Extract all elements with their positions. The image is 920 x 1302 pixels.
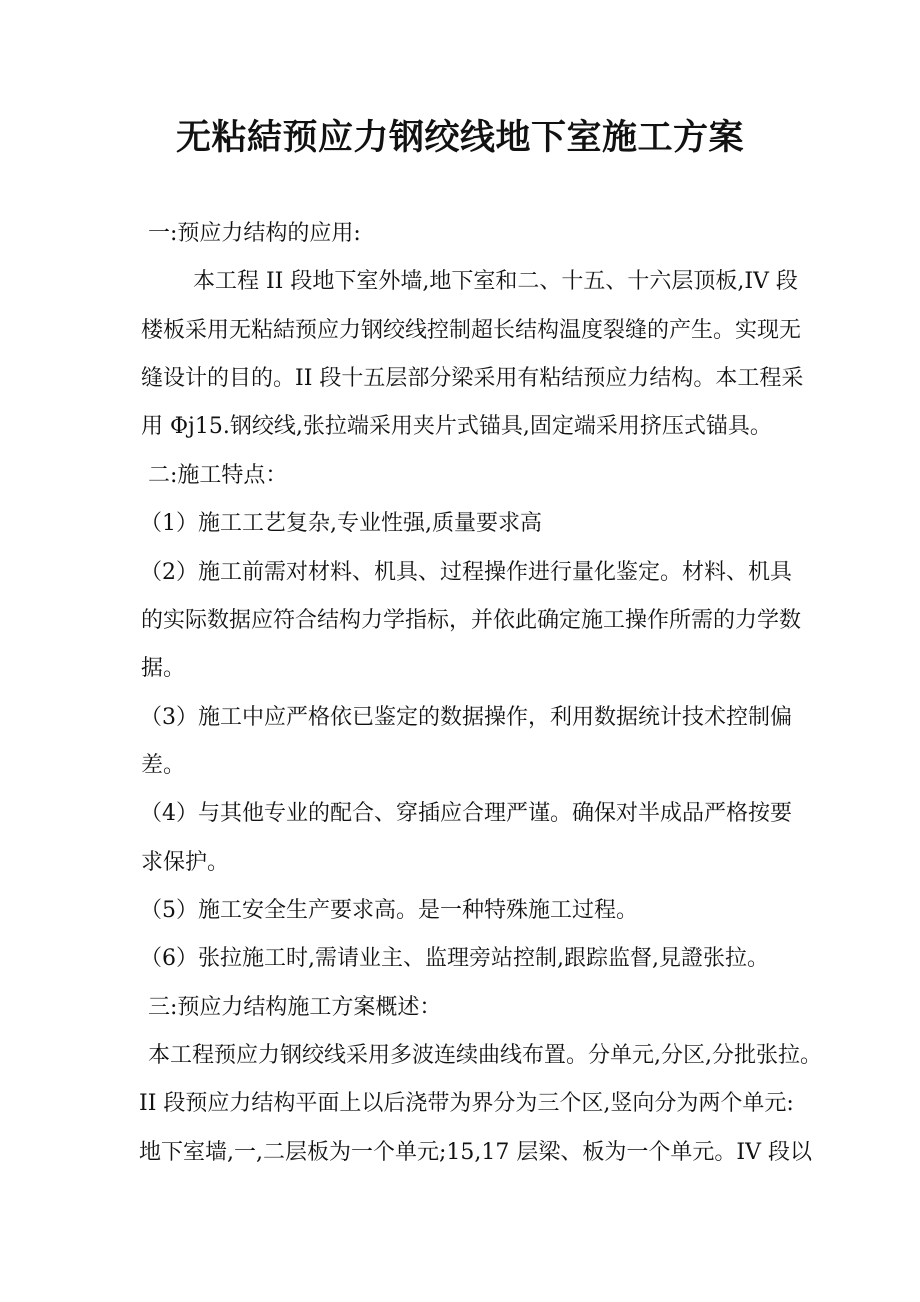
paragraph-line: 本工程 II 段地下室外墙,地下室和二、十五、十六层顶板,IV 段 — [193, 269, 798, 294]
paragraph-line: 用 Φj15.钢绞线,张拉端采用夹片式锚具,固定端采用挤压式锚具。 — [141, 414, 772, 439]
list-item: （5）施工安全生产要求高。是一种特殊施工过程。 — [140, 898, 638, 923]
paragraph-line: 缝设计的目的。II 段十五层部分梁采用有粘结预应力结构。本工程采 — [141, 366, 804, 391]
paragraph-line: 楼板采用无粘結预应力钢绞线控制超长结构温度裂缝的产生。实现无 — [141, 318, 802, 343]
section-heading: 三:预应力结构施工方案概述： — [148, 995, 442, 1020]
list-item: （1）施工工艺复杂,专业性强,质量要求高 — [140, 511, 542, 536]
paragraph-line: 本工程预应力钢绞线采用多波连续曲线布置。分单元,分区,分批张拉。 — [148, 1043, 822, 1068]
paragraph-line: 地下室墙,一,二层板为一个单元;15,17 层梁、板为一个单元。IV 段以 — [139, 1140, 812, 1165]
list-item: （3）施工中应严格依已鉴定的数据操作，利用数据统计技术控制偏 — [140, 705, 792, 730]
section-heading: 一:预应力结构的应用: — [148, 221, 361, 246]
document-title: 无粘結预应力钢绞线地下室施工方案 — [175, 117, 744, 158]
section-heading: 二:施工特点： — [148, 463, 288, 488]
list-item: （2）施工前需对材料、机具、过程操作进行量化鉴定。材料、机具 — [140, 560, 792, 585]
list-item-continuation: 的实际数据应符合结构力学指标，并依此确定施工操作所需的力学数 — [141, 608, 802, 633]
list-item-continuation: 差。 — [141, 753, 186, 778]
list-item-continuation: 据。 — [141, 656, 186, 681]
list-item: （4）与其他专业的配合、穿插应合理严谨。确保对半成品严格按要 — [140, 801, 792, 826]
list-item-continuation: 求保护。 — [141, 850, 230, 875]
paragraph-line: II 段预应力结构平面上以后浇带为界分为三个区,竖向分为两个单元: — [139, 1091, 794, 1116]
list-item: （6）张拉施工时,需请业主、监理旁站控制,跟踪监督,見證张拉。 — [140, 946, 769, 971]
